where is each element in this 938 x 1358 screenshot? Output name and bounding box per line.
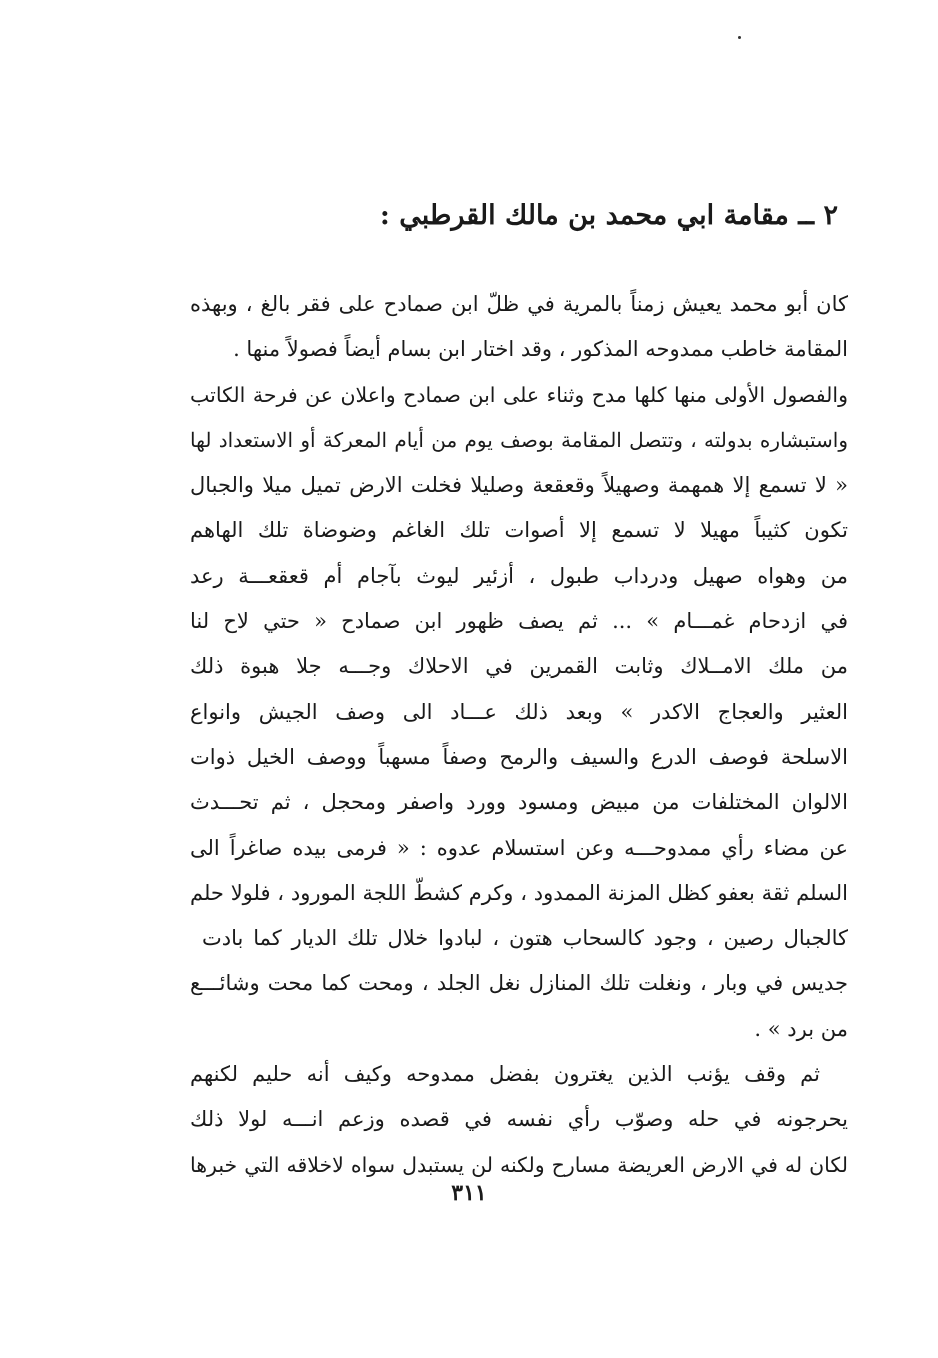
text-line: كالجبال رصين ، وجود كالسحاب هتون ، لبادوا خلال تلك الديار كما بادت [202,926,848,951]
text-line: من وهواه صهيل ودرداب طبول ، أزئير ليوث بآجام أم قعقعـــة رعد [190,563,848,588]
text-line: الاسلحة فوصف الدرع والسيف والرمح وصفاً مسهباً ووصف الخيل ذوات [190,744,849,769]
text-line: تكون كثيباً مهيلا لا تسمع إلا أصوات تلك الغاغم وضوضاة تلك الهاهم [190,518,848,543]
section-heading: ٢ ــ مقامة ابي محمد بن مالك القرطبي : [379,200,838,231]
text-line: والفصول الأولى منها كلها مدح وثناء على ابن صمادح واعلان عن فرحة الكاتب [190,382,848,407]
text-line: كان أبو محمد يعيش زمناً بالمرية في ظلّ ابن صمادح على فقر بالغ ، وبهذه [190,292,848,316]
page-number: ٣١١ [451,1180,487,1206]
text-line: من ملك الامــلاك وثابت القمرين في الاحلاك وجـــه جلا هبوة ذلك [190,654,848,679]
text-line: ثم وقف يؤنب الذين يغترون بفضل ممدوحه وكيف أنه حليم لكنهم [190,1062,820,1087]
text-line: العثير والعجاج الاكدر » وبعد ذلك عـــاد الى وصف الجيش وانواع [190,699,848,724]
text-line: يحرجونه في حله وصوّب رأي نفسه في قصده وزعم انـــه لولا ذلك [190,1107,848,1132]
text-line: السلم ثقة بعفو كظل المزنة الممدود ، وكرم كشطّ اللجة المورود ، فلولا حلم [190,880,848,905]
text-line: عن مضاء رأي ممدوحـــه وعن استسلام عدوه : « فرمى بيده صاغراً الى [190,835,848,860]
text-line: في ازدحام غمـــام » ... ثم يصف ظهور ابن صمادح « حتي لاح لنا [190,609,848,634]
text-line: « لا تسمع إلا همهمة وصهيلاً وقعقعة وصليلا فخلت الارض تميل ميلا والجبال [190,473,848,498]
text-line: الالوان المختلفات من مبيض ومسود وورد واصفر ومحجل ، ثم تحـــدث [190,790,848,815]
text-line: من برد » . [754,1016,848,1041]
ink-speck [738,36,741,39]
text-line: واستبشاره بدولته ، وتتصل المقامة بوصف يوم من أيام المعركة أو الاستعداد لها [190,427,848,452]
text-line: لكان له في الارض العريضة مسارح ولكنه لن يستبدل سواه لاخلاقه التي خبرها [190,1152,848,1177]
body-text [190,282,848,1188]
text-line: المقامة خاطب ممدوحه المذكور ، وقد اختار ابن بسام أيضاً فصولاً منها . [233,337,848,362]
text-line: جديس في وبار ، ونغلت تلك المنازل نغل الجلد ، ومحت كما محت وشائـــع [190,971,848,996]
